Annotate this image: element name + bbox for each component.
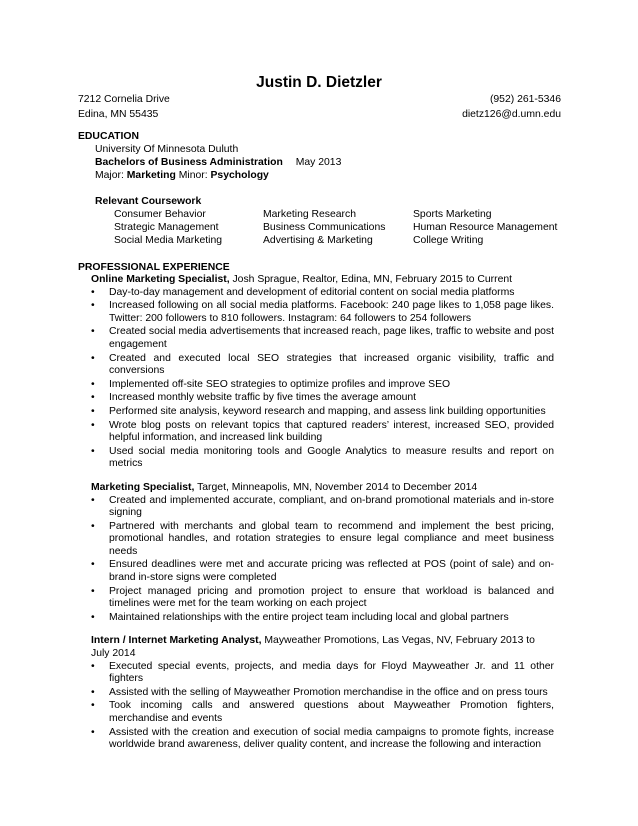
bullet-icon: • [91,700,95,712]
bullet-icon: • [91,286,95,298]
list-item: • Assisted with the selling of Mayweather Promotion merchandise in the office and on press tours [91,686,548,698]
job-details: Josh Sprague, Realtor, Edina, MN, February 2015 to Current [229,274,513,285]
bullet-icon: • [91,392,95,404]
job-details: Target, Minneapolis, MN, November 2014 to December 2014 [194,481,478,493]
minor-value: Psychology [210,170,269,181]
course-item: Sports Marketing [413,209,492,220]
bullet-icon: • [91,352,95,364]
list-item: • Took incoming calls and answered questions about Mayweather Promotion fighters, merchandise and events [91,700,554,724]
job-bullet-list [91,287,554,471]
address-line-2: Edina, MN 55435 [78,108,159,120]
bullet-icon: • [91,419,95,431]
bullet-icon: • [91,660,95,672]
bullet-icon: • [91,445,95,457]
coursework-row [114,222,557,235]
list-item: • Created and executed local SEO strategies that increased organic visibility, traffic and conversions [91,352,554,377]
contact-info [78,94,561,123]
degree-name: Bachelors of Business Administration [95,157,283,168]
list-item: • Assisted with the creation and execution of social media campaigns to promote fights, increase worldwide brand awareness, deliver quality content, and increase the following and interaction [91,726,554,751]
list-item: • Project managed pricing and promotion project to ensure that workload is balanced and timelines were met for the team working on each project [91,585,554,610]
bullet-icon: • [91,494,95,506]
job-details: Mayweather Promotions, Las Vegas, NV, February 2013 to July 2014 [91,635,535,660]
bullet-icon: • [91,326,95,338]
course-item: Strategic Management [114,222,219,233]
bullet-icon: • [91,686,95,698]
course-item: Human Resource Management [413,222,558,233]
course-item: College Writing [413,235,484,246]
coursework-row [114,209,557,222]
minor-label: Minor: [178,170,208,181]
job-bullet-list [91,495,554,625]
job-bullet-list [91,661,554,752]
bullet-icon: • [91,405,95,417]
candidate-name: Justin D. Dietzler [256,74,382,91]
job-title: Marketing Specialist, [91,481,195,493]
bullet-icon: • [91,611,95,623]
course-item: Consumer Behavior [114,209,206,220]
major-value: Marketing [126,170,176,181]
course-item: Business Communications [263,222,386,233]
education-heading: EDUCATION [78,131,139,142]
list-item: • Executed special events, projects, and media days for Floyd Mayweather Jr. and 11 other fighters [91,660,554,685]
bullet-icon: • [91,378,95,390]
course-item: Marketing Research [263,209,356,220]
coursework-table [114,209,557,248]
list-item: • Partnered with merchants and global team to recommend and implement the best pricing, promotional handles, and rotation strategies to ensure legal compliance and meet business needs [91,520,554,557]
experience-section [91,274,554,753]
education-section [95,144,561,183]
job-title: Intern / Internet Marketing Analyst, [91,635,262,647]
list-item: • Created social media advertisements that increased reach, page likes, traffic to website and post engagement [91,326,554,350]
major-minor-line [95,170,561,183]
school-name: University Of Minnesota Duluth [95,144,239,155]
bullet-icon: • [91,300,95,312]
coursework-row [114,235,557,248]
list-item: • Used social media monitoring tools and Google Analytics to measure results and report on metrics [91,445,554,470]
bullet-icon: • [91,520,95,532]
phone-number: (952) 261-5346 [489,94,561,105]
coursework-heading: Relevant Coursework [95,196,202,207]
degree-line [95,157,561,170]
experience-heading: PROFESSIONAL EXPERIENCE [78,262,230,273]
list-item: • Performed site analysis, keyword research and mapping, and assess link building opportunities [91,405,546,417]
course-item: Social Media Marketing [114,235,222,246]
list-item: • Ensured deadlines were met and accurate pricing was reflected at POS (point of sale) and on-brand in-store signs were completed [91,559,554,584]
degree-date: May 2013 [295,157,342,168]
major-label: Major: [95,170,124,181]
list-item: • Created and implemented accurate, compliant, and on-brand promotional materials and in-store signing [91,494,554,519]
list-item: • Increased monthly website traffic by five times the average amount [91,392,417,404]
bullet-icon: • [91,726,95,738]
course-item: Advertising & Marketing [263,235,373,246]
list-item: • Implemented off-site SEO strategies to optimize profiles and improve SEO [91,378,451,390]
list-item: • Maintained relationships with the entire project team including local and global partners [91,611,509,623]
bullet-icon: • [91,585,95,597]
job-heading [91,482,554,495]
email-address: dietz126@d.umn.edu [462,108,561,120]
bullet-icon: • [91,559,95,571]
list-item: • Day-to-day management and development of editorial content on social media platforms [91,286,515,298]
address-line-1: 7212 Cornelia Drive [78,94,170,105]
list-item: • Increased following on all social media platforms. Facebook: 240 page likes to 1,058 page likes. Twitter: 200 followers to 810 followers. Instagram: 64 followers to 254 followers [91,300,554,324]
job-heading [91,635,554,660]
list-item: • Wrote blog posts on relevant topics that captured readers’ interest, increased SEO, provided helpful information, and increased link building [91,419,554,444]
job-heading [91,274,554,287]
job-title: Online Marketing Specialist, [91,274,230,285]
